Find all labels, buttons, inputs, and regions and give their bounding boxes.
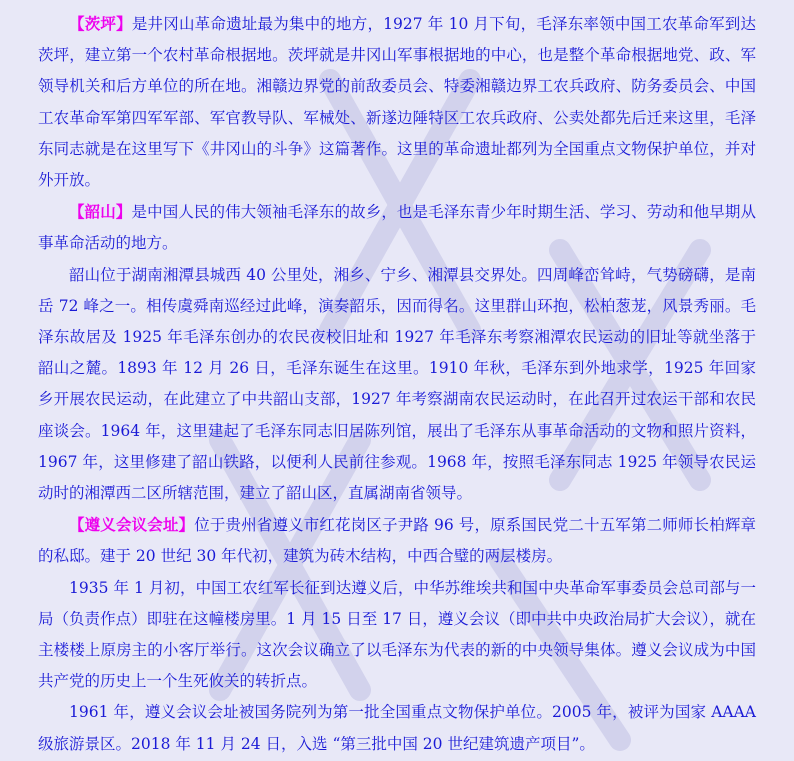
paragraph-zunyi-meeting <box>38 573 756 698</box>
paragraph-zunyi-heritage <box>38 697 756 759</box>
section-tag-zunyi: 【遵义会议会址】 <box>69 515 195 535</box>
section-tag-shaoshan: 【韶山】 <box>69 202 132 222</box>
paragraph-ciping <box>38 8 756 196</box>
paragraph-text: 位于贵州省遵义市红花岗区子尹路 96 号，原系国民党二十五军第二师师长柏辉章的私邸。建于 20 世纪 30 年代初，建筑为砖木结构，中西合璧的两层楼房。 <box>38 516 756 566</box>
paragraph-zunyi <box>38 509 756 572</box>
paragraph-text: 1961 年，遵义会议会址被国务院列为第一批全国重点文物保护单位。2005 年，被评为国家 AAAA 级旅游景区。2018 年 11 月 24 日，入选 “第三批中国 20 世纪建筑遗产项目”。 <box>38 703 756 753</box>
section-tag-ciping: 【茨坪】 <box>69 14 132 33</box>
paragraph-shaoshan <box>38 196 756 259</box>
paragraph-text: 是中国人民的伟大领袖毛泽东的故乡，也是毛泽东青少年时期生活、学习、劳动和他早期从事革命活动的地方。 <box>38 203 756 253</box>
paragraph-text: 1935 年 1 月初，中国工农红军长征到达遵义后，中华苏维埃共和国中央革命军事委员会总司部与一局（负责作点）即驻在这幢楼房里。1 月 15 日至 17 日，遵义会议（即中共中央政治局扩大会议），就在主楼楼上原房主的小客厅举行。这次会议确立了以毛泽东为代表的新的中央领导集体。遵义会议成为中国共产党的历史上一个生死攸关的转折点。 <box>38 578 756 691</box>
document-body <box>38 8 756 760</box>
paragraph-shaoshan-detail <box>38 260 756 510</box>
paragraph-text: 韶山位于湖南湘潭县城西 40 公里处，湘乡、宁乡、湘潭县交界处。四周峰峦耸峙，气势磅礴，是南岳 72 峰之一。相传虞舜南巡经过此峰，演奏韶乐，因而得名。这里群山环抱，松柏葱茏，风景秀丽。毛泽东故居及 1925 年毛泽东创办的农民夜校旧址和 1927 年毛泽东考察湘潭农民运动的旧址等就坐落于韶山之麓。1893 年 12 月 26 日，毛泽东诞生在这里。1910 年秋，毛泽东到外地求学，1925 年回家乡开展农民运动，在此建立了中共韶山支部，1927 年考察湖南农民运动时，在此召开过农运干部和农民座谈会。1964 年，这里建起了毛泽东同志旧居陈列馆，展出了毛泽东从事革命活动的文物和照片资料，1967 年，这里修建了韶山铁路，以便利人民前往参观。1968 年，按照毛泽东同志 1925 年领导农民运动时的湘潭西二区所辖范围，建立了韶山区，直属湖南省领导。 <box>38 265 756 503</box>
paragraph-text: 是井冈山革命遗址最为集中的地方，1927 年 10 月下旬，毛泽东率领中国工农革命军到达茨坪，建立第一个农村革命根据地。茨坪就是井冈山军事根据地的中心，也是整个革命根据地党、政、军领导机关和后方单位的所在地。湘赣边界党的前敌委员会、特委湘赣边界工农兵政府、防务委员会、中国工农革命军第四军军部、军官教导队、军械处、新遂边陲特区工农兵政府、公卖处都先后迁来这里，毛泽东同志就是在这里写下《井冈山的斗争》这篇著作。这里的革命遗址都列为全国重点文物保护单位，并对外开放。 <box>38 15 756 190</box>
